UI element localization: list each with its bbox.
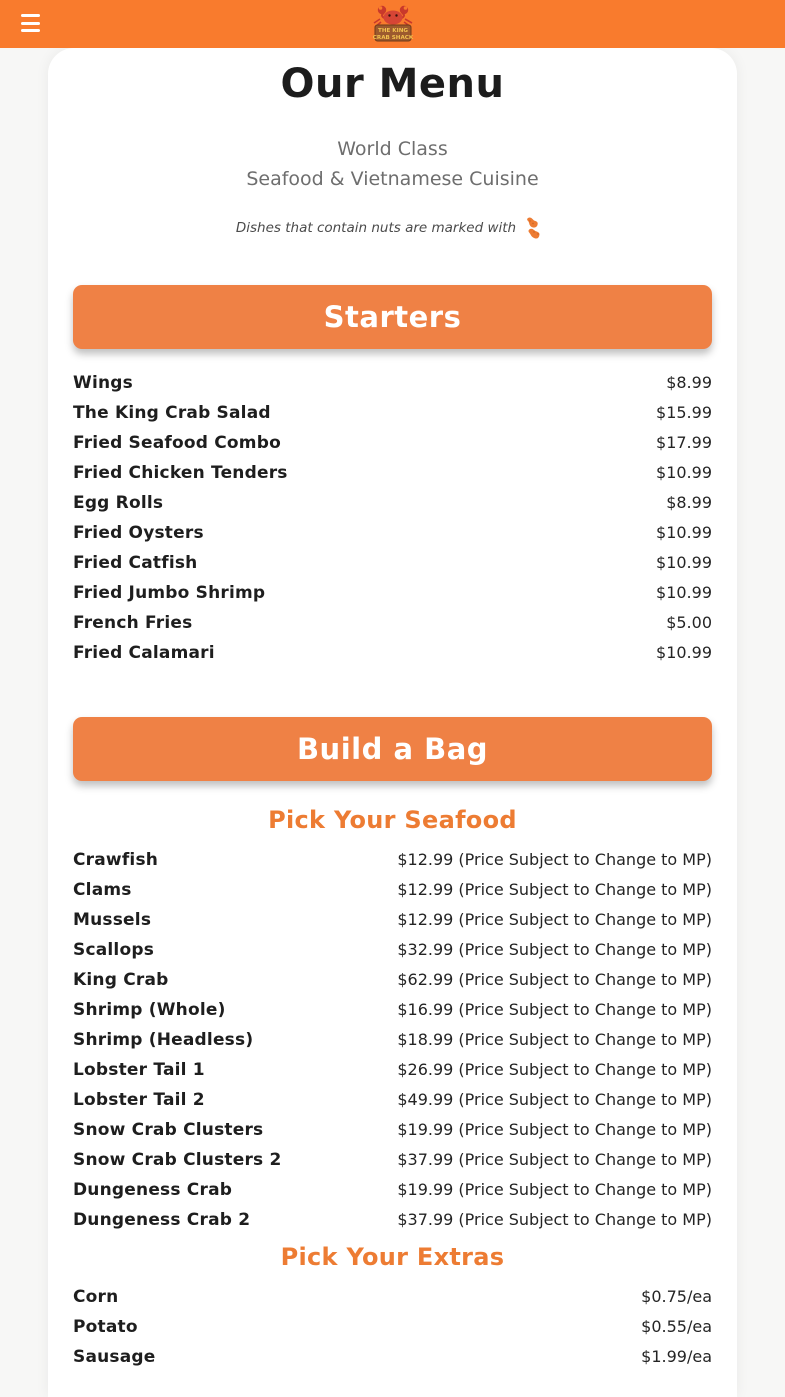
logo-sign-line1: THE KING	[377, 28, 408, 34]
item-name: French Fries	[73, 613, 193, 633]
menu-item-row	[73, 643, 712, 673]
item-price: $0.75/ea	[641, 1287, 712, 1306]
starters-item-list	[73, 373, 712, 673]
menu-item-row	[73, 1180, 712, 1210]
item-name: Potato	[73, 1317, 138, 1337]
menu-item-row	[73, 940, 712, 970]
item-price: $10.99	[656, 583, 712, 602]
item-name: Fried Chicken Tenders	[73, 463, 288, 483]
item-name: Egg Rolls	[73, 493, 164, 513]
menu-item-row	[73, 1060, 712, 1090]
item-price: $37.99 (Price Subject to Change to MP)	[397, 1210, 712, 1229]
item-name: Fried Catfish	[73, 553, 198, 573]
subtitle	[73, 134, 712, 194]
menu-item-row	[73, 583, 712, 613]
item-name: King Crab	[73, 970, 169, 990]
item-name: Scallops	[73, 940, 155, 960]
menu-item-row	[73, 1210, 712, 1240]
item-price: $10.99	[656, 463, 712, 482]
top-header-bar	[0, 0, 785, 48]
item-price: $12.99 (Price Subject to Change to MP)	[397, 880, 712, 899]
item-name: Fried Seafood Combo	[73, 433, 281, 453]
menu-item-row	[73, 613, 712, 643]
item-name: Wings	[73, 373, 133, 393]
menu-item-row	[73, 1150, 712, 1180]
item-price: $62.99 (Price Subject to Change to MP)	[397, 970, 712, 989]
menu-item-row	[73, 1030, 712, 1060]
menu-item-row	[73, 1347, 712, 1377]
subtitle-line2: Seafood & Vietnamese Cuisine	[246, 168, 539, 190]
item-name: Crawfish	[73, 850, 159, 870]
item-price: $12.99 (Price Subject to Change to MP)	[397, 850, 712, 869]
item-price: $1.99/ea	[641, 1347, 712, 1366]
subtitle-line1: World Class	[337, 138, 448, 160]
item-price: $37.99 (Price Subject to Change to MP)	[397, 1150, 712, 1169]
menu-item-row	[73, 553, 712, 583]
item-name: The King Crab Salad	[73, 403, 271, 423]
menu-item-row	[73, 1090, 712, 1120]
section-banner-build-a-bag: Build a Bag	[73, 717, 712, 781]
item-price: $19.99 (Price Subject to Change to MP)	[397, 1180, 712, 1199]
menu-card	[48, 48, 737, 1397]
item-name: Fried Jumbo Shrimp	[73, 583, 266, 603]
item-price: $10.99	[656, 523, 712, 542]
menu-item-row	[73, 1317, 712, 1347]
menu-item-row	[73, 910, 712, 940]
item-name: Snow Crab Clusters	[73, 1120, 264, 1140]
extras-item-list	[73, 1287, 712, 1377]
menu-item-row	[73, 850, 712, 880]
item-price: $5.00	[666, 613, 712, 632]
item-price: $8.99	[666, 493, 712, 512]
menu-item-row	[73, 523, 712, 553]
item-name: Sausage	[73, 1347, 156, 1367]
item-name: Fried Calamari	[73, 643, 215, 663]
item-price: $19.99 (Price Subject to Change to MP)	[397, 1120, 712, 1139]
nuts-note-text: Dishes that contain nuts are marked with	[235, 220, 517, 236]
item-price: $32.99 (Price Subject to Change to MP)	[397, 940, 712, 959]
item-price: $8.99	[666, 373, 712, 392]
item-name: Dungeness Crab	[73, 1180, 233, 1200]
menu-item-row	[73, 1000, 712, 1030]
menu-item-row	[73, 403, 712, 433]
seafood-item-list	[73, 850, 712, 1240]
item-name: Snow Crab Clusters 2	[73, 1150, 282, 1170]
menu-item-row	[73, 493, 712, 523]
sub-heading-pick-your-extras: Pick Your Extras	[280, 1243, 505, 1271]
item-price: $16.99 (Price Subject to Change to MP)	[397, 1000, 712, 1019]
menu-item-row	[73, 880, 712, 910]
item-name: Mussels	[73, 910, 152, 930]
page-title: Our Menu	[280, 61, 505, 107]
item-price: $12.99 (Price Subject to Change to MP)	[397, 910, 712, 929]
item-name: Dungeness Crab 2	[73, 1210, 251, 1230]
sub-heading-pick-your-seafood: Pick Your Seafood	[268, 806, 517, 834]
logo-sign-line2: CRAB SHACK	[372, 35, 413, 41]
item-name: Lobster Tail 2	[73, 1090, 205, 1110]
item-name: Corn	[73, 1287, 119, 1307]
item-price: $0.55/ea	[641, 1317, 712, 1336]
item-price: $10.99	[656, 553, 712, 572]
item-price: $18.99 (Price Subject to Change to MP)	[397, 1030, 712, 1049]
item-price: $10.99	[656, 643, 712, 662]
menu-item-row	[73, 970, 712, 1000]
menu-item-row	[73, 433, 712, 463]
peanut-icon	[522, 217, 549, 239]
menu-item-row	[73, 1120, 712, 1150]
item-price: $17.99	[656, 433, 712, 452]
section-banner-starters: Starters	[73, 285, 712, 349]
item-name: Shrimp (Whole)	[73, 1000, 226, 1020]
menu-item-row	[73, 463, 712, 493]
item-price: $15.99	[656, 403, 712, 422]
menu-item-row	[73, 1287, 712, 1317]
item-name: Fried Oysters	[73, 523, 204, 543]
crab-shack-logo[interactable]	[370, 3, 416, 45]
item-price: $26.99 (Price Subject to Change to MP)	[397, 1060, 712, 1079]
menu-item-row	[73, 373, 712, 403]
hamburger-menu-icon[interactable]	[21, 14, 40, 32]
item-name: Clams	[73, 880, 132, 900]
nuts-note	[73, 217, 712, 239]
item-name: Shrimp (Headless)	[73, 1030, 254, 1050]
item-price: $49.99 (Price Subject to Change to MP)	[397, 1090, 712, 1109]
item-name: Lobster Tail 1	[73, 1060, 205, 1080]
